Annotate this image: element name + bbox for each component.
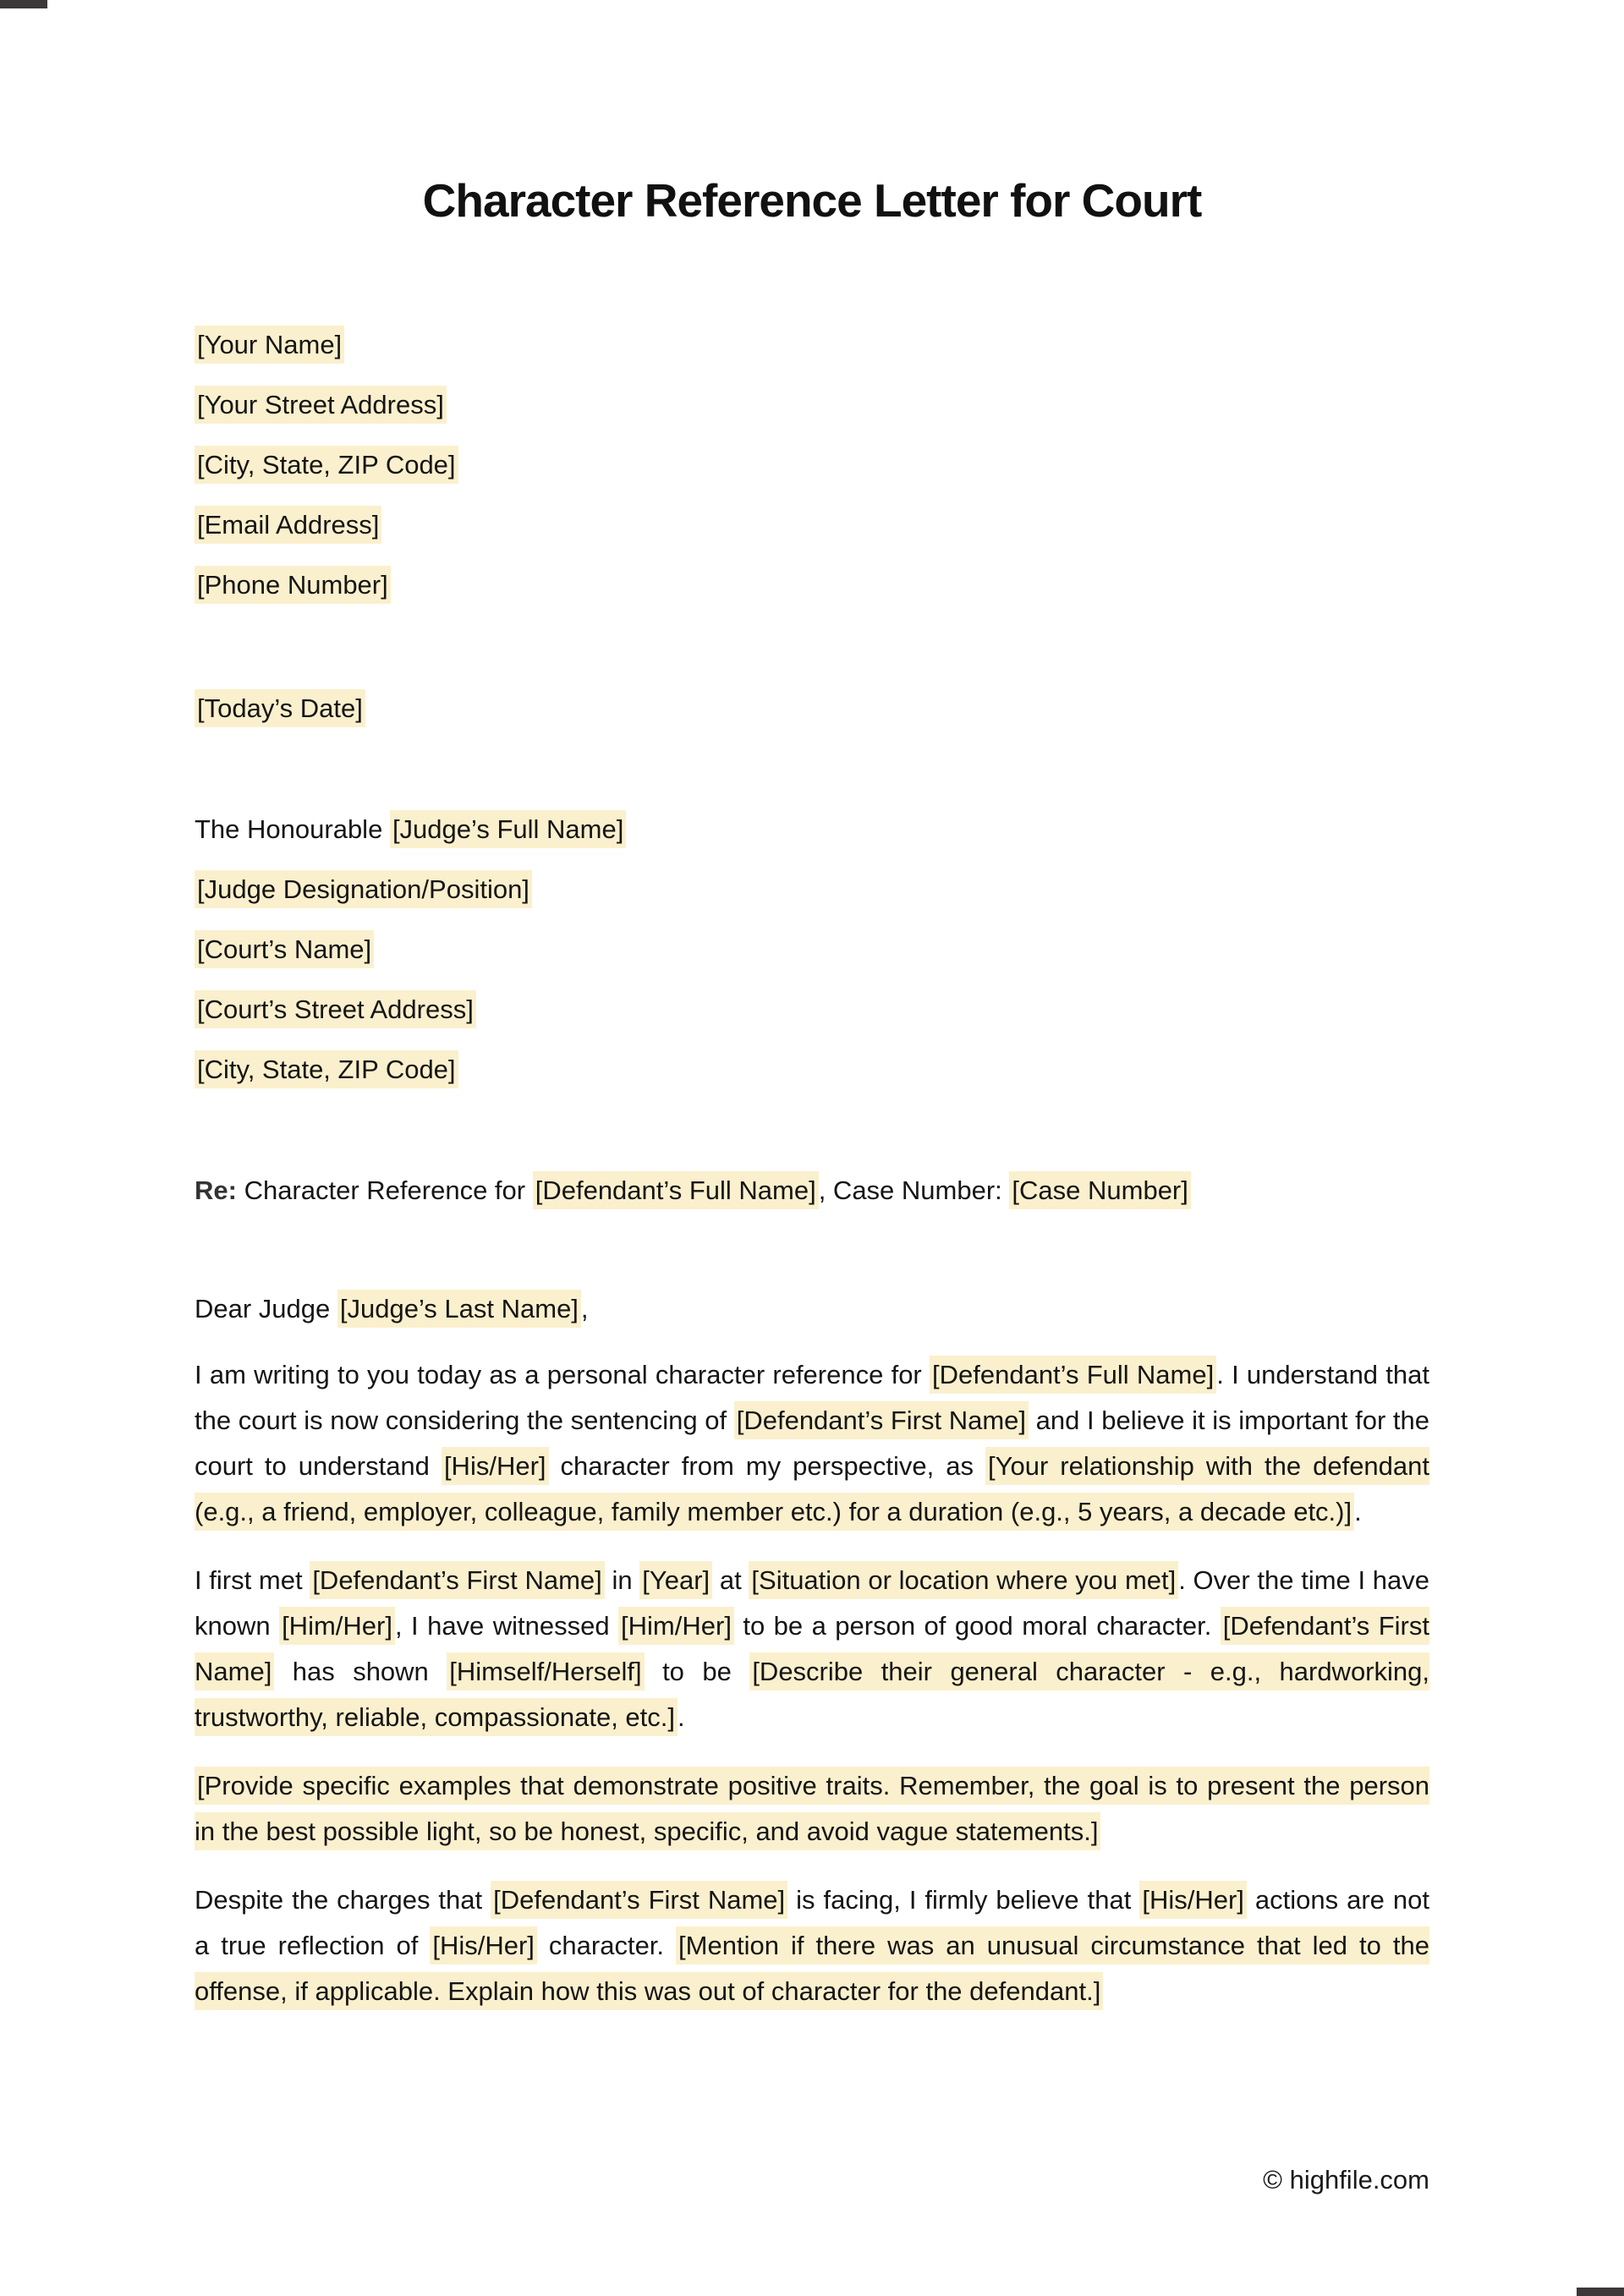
placeholder-highlight: [Judge’s Last Name] bbox=[337, 1290, 581, 1328]
text-segment: I first met bbox=[195, 1565, 310, 1595]
text-line bbox=[195, 810, 1429, 848]
text-segment: Dear Judge bbox=[195, 1294, 337, 1323]
text-line bbox=[195, 1050, 1429, 1088]
placeholder-highlight: [His/Her] bbox=[430, 1926, 537, 1964]
placeholder-highlight: [Case Number] bbox=[1009, 1171, 1190, 1209]
placeholder-highlight: [Provide specific examples that demonstrate positive traits. Remember, the goal is to present the person in the best possible light, so be honest, specific, and avoid vague statements.] bbox=[195, 1767, 1429, 1850]
text-segment: . Over the time I have known bbox=[195, 1565, 1429, 1641]
placeholder-highlight: [City, State, ZIP Code] bbox=[195, 1050, 458, 1088]
placeholder-highlight: [Himself/Herself] bbox=[447, 1652, 644, 1690]
placeholder-highlight: [Court’s Street Address] bbox=[195, 990, 476, 1028]
page-title: Character Reference Letter for Court bbox=[422, 174, 1202, 227]
placeholder-highlight: [Defendant’s First Name] bbox=[195, 1607, 1429, 1690]
text-segment: , Case Number: bbox=[818, 1175, 1010, 1205]
text-segment: to be a person of good moral character. bbox=[733, 1611, 1221, 1641]
text-line bbox=[195, 506, 1429, 544]
placeholder-highlight: [Describe their general character - e.g., hardworking, trustworthy, reliable, compassionate, etc.] bbox=[195, 1652, 1429, 1736]
salutation-line bbox=[195, 1290, 1429, 1350]
text-line bbox=[195, 1171, 1429, 1209]
recipient-address-block bbox=[195, 810, 1429, 1110]
text-segment: Re: bbox=[195, 1175, 237, 1205]
text-line bbox=[195, 1290, 1429, 1328]
placeholder-highlight: [Judge Designation/Position] bbox=[195, 870, 532, 908]
date-block bbox=[195, 689, 1429, 749]
footer-credit: © highfile.com bbox=[1263, 2165, 1429, 2195]
letter-paragraph bbox=[195, 1763, 1429, 1855]
placeholder-highlight: [Mention if there was an unusual circumstance that led to the offense, if applicable. Explain how this was out of character for the defendant.] bbox=[195, 1926, 1429, 2010]
placeholder-highlight: [Situation or location where you met] bbox=[749, 1561, 1178, 1599]
placeholder-highlight: [Court’s Name] bbox=[195, 930, 374, 968]
text-line bbox=[195, 566, 1429, 604]
text-segment: character. bbox=[536, 1931, 677, 1960]
text-line bbox=[195, 689, 1429, 727]
body-paragraphs bbox=[195, 1352, 1429, 2037]
letter-paragraph bbox=[195, 1352, 1429, 1535]
placeholder-highlight: [Email Address] bbox=[195, 506, 381, 544]
text-segment: Character Reference for bbox=[236, 1175, 533, 1205]
placeholder-highlight: [Your Street Address] bbox=[195, 386, 447, 424]
placeholder-highlight: [Phone Number] bbox=[195, 566, 391, 604]
placeholder-highlight: [Year] bbox=[639, 1561, 712, 1599]
placeholder-highlight: [Him/Her] bbox=[618, 1607, 734, 1645]
text-segment: The Honourable bbox=[195, 814, 390, 844]
placeholder-highlight: [Your relationship with the defendant (e.g., a friend, employer, colleague, family member etc.) for a duration (e.g., 5 years, a decade etc.)] bbox=[195, 1447, 1429, 1531]
placeholder-highlight: [Defendant’s First Name] bbox=[734, 1401, 1029, 1439]
placeholder-highlight: [Defendant’s First Name] bbox=[491, 1881, 787, 1919]
text-segment: I am writing to you today as a personal character reference for bbox=[195, 1360, 930, 1389]
placeholder-highlight: [Judge’s Full Name] bbox=[390, 810, 626, 848]
text-segment: , bbox=[580, 1294, 589, 1323]
text-segment: to be bbox=[644, 1657, 750, 1686]
corner-mark-bottom-right bbox=[1577, 2288, 1624, 2296]
text-segment: character from my perspective, as bbox=[548, 1451, 986, 1481]
placeholder-highlight: [Defendant’s Full Name] bbox=[533, 1171, 819, 1209]
letter-paragraph bbox=[195, 1558, 1429, 1740]
text-line bbox=[195, 990, 1429, 1028]
placeholder-highlight: [Defendant’s Full Name] bbox=[930, 1356, 1216, 1394]
text-segment: in bbox=[604, 1565, 640, 1595]
text-segment: actions are not a true reflection of bbox=[195, 1885, 1429, 1960]
letter-paragraph bbox=[195, 1877, 1429, 2014]
text-segment: at bbox=[712, 1565, 749, 1595]
text-line bbox=[195, 870, 1429, 908]
sender-address-block bbox=[195, 326, 1429, 626]
placeholder-highlight: [Today’s Date] bbox=[195, 689, 365, 727]
text-line bbox=[195, 326, 1429, 364]
placeholder-highlight: [Him/Her] bbox=[279, 1607, 395, 1645]
text-segment: and I believe it is important for the court to understand bbox=[195, 1406, 1430, 1481]
placeholder-highlight: [Your Name] bbox=[195, 326, 344, 364]
text-segment: . bbox=[1354, 1497, 1362, 1526]
subject-line bbox=[195, 1171, 1429, 1231]
placeholder-highlight: [His/Her] bbox=[442, 1447, 549, 1485]
text-segment: Despite the charges that bbox=[195, 1885, 491, 1915]
text-segment: . bbox=[678, 1702, 685, 1732]
text-segment: is facing, I firmly believe that bbox=[787, 1885, 1140, 1915]
text-line bbox=[195, 446, 1429, 484]
placeholder-highlight: [His/Her] bbox=[1139, 1881, 1247, 1919]
text-line bbox=[195, 930, 1429, 968]
text-segment: has shown bbox=[274, 1657, 447, 1686]
text-segment: , I have witnessed bbox=[394, 1611, 619, 1641]
corner-mark-top-left bbox=[0, 0, 47, 8]
text-segment: . I understand that the court is now considering the sentencing of bbox=[195, 1360, 1429, 1435]
placeholder-highlight: [Defendant’s First Name] bbox=[310, 1561, 604, 1599]
placeholder-highlight: [City, State, ZIP Code] bbox=[195, 446, 458, 484]
text-line bbox=[195, 386, 1429, 424]
